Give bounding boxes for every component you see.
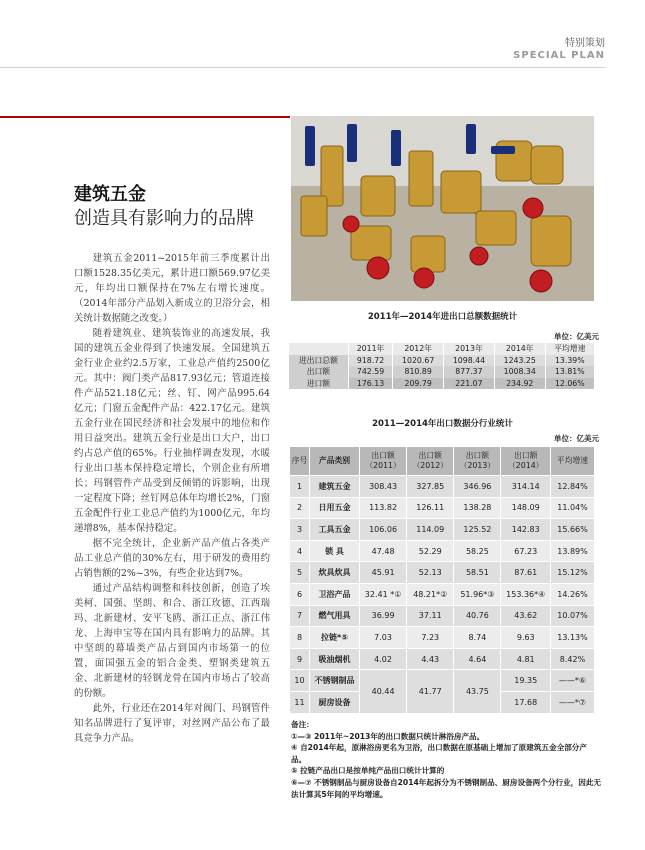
table-header-cell: 出口额（2014） <box>501 447 551 476</box>
table-cell: 346.96 <box>454 476 501 498</box>
section-label-en: SPECIAL PLAN <box>513 50 605 61</box>
export-by-industry-table <box>289 446 595 714</box>
table-cell: 125.52 <box>454 519 501 541</box>
table-cell: 12.84% <box>551 476 595 498</box>
article-subtitle: 创造具有影响力的品牌 <box>74 208 254 229</box>
table-cell: 10 <box>290 670 310 692</box>
table-cell: 106.06 <box>360 519 407 541</box>
table-cell: 87.61 <box>501 562 551 584</box>
table-cell: 10.07% <box>551 605 595 627</box>
table1-title: 2011年—2014年进出口总额数据统计 <box>367 312 518 322</box>
table-row <box>290 540 595 562</box>
table-cell: 7 <box>290 605 310 627</box>
section-label-cn: 特别策划 <box>565 38 605 49</box>
brass-valves-photo <box>291 116 594 301</box>
table-cell: 4 <box>290 540 310 562</box>
table2-unit: 单位：亿美元 <box>554 434 599 443</box>
note-item: ①—③ 2011年~2013年的出口数据只统计淋浴房产品。 <box>291 731 485 741</box>
table-row <box>290 519 595 541</box>
table-cell: 4.81 <box>501 648 551 670</box>
table-cell: 13.89% <box>551 540 595 562</box>
body-paragraph: 随着建筑业、建筑装饰业的高速发展，我国的建筑五金业得到了快速发展。全国建筑五金行业企业约2.5万家，工业总产值约2500亿元。其中：阀门类产品817.93亿元；管道连接件产品521.18亿元；丝、钉、网产品995.64亿元；门窗五金配件产品：422.17亿元。建筑五金行业在国民经济和社会发展中的地位和作用日益突出。建筑五金行业是出口大户，出口约占总产值的65%。行业抽样调查发现，水暖行业出口基本保持稳定增长，个别企业有所增长；玛钢管件产品受到反倾销的诉影响，出现一定程度下降；丝钉网总体年均增长2%，门窗五金配件行业工业总产值约为1000亿元，年均递增8%，基本保持稳定。 <box>74 328 270 534</box>
table-cell: 拉链*⑤ <box>310 627 360 649</box>
table-cell: 36.99 <box>360 605 407 627</box>
table-cell: 11.04% <box>551 497 595 519</box>
table2-title: 2011—2014年出口数据分行业统计 <box>372 419 513 429</box>
article-body <box>74 251 270 746</box>
table-cell: 1008.34 <box>494 366 545 378</box>
table-header-cell: 产品类别 <box>310 447 360 476</box>
table-row <box>290 583 595 605</box>
table1-unit: 单位：亿美元 <box>554 332 599 341</box>
table-cell: 114.09 <box>407 519 454 541</box>
table-cell: 877.37 <box>444 366 495 378</box>
table-cell: 176.13 <box>348 378 393 390</box>
table-cell: 209.79 <box>393 378 444 390</box>
table-cell: 不锈钢制品 <box>310 670 360 692</box>
table-cell: 234.92 <box>494 378 545 390</box>
body-paragraph: 建筑五金2011~2015年前三季度累计出口额1528.35亿美元，累计进口额569.97亿美元，年均出口额保持在7%左右增长速度。（2014年部分产品划入新成立的卫浴分会，相关统计数据随之改变。） <box>74 253 270 324</box>
table-cell: 17.68 <box>501 691 551 713</box>
note-item: ⑥—⑦ 不锈钢制品与厨房设备自2014年起拆分为不锈钢制品、厨房设备两个分行业，因此无法计算其5年间的平均增速。 <box>291 777 602 799</box>
note-item: ④ 自2014年起，原淋浴房更名为卫浴，出口数据在原基础上增加了原建筑五金全部分产品。 <box>291 743 587 764</box>
table-header-cell: 平均增速 <box>551 447 595 476</box>
note-item: ⑤ 拉链产品出口是按单纯产品出口统计计算的 <box>291 766 445 776</box>
table-cell: 13.39% <box>545 355 594 367</box>
table-cell: 45.91 <box>360 562 407 584</box>
table-header-cell: 2014年 <box>494 343 545 355</box>
table-cell: 锁 具 <box>310 540 360 562</box>
table-cell: 113.82 <box>360 497 407 519</box>
table-row <box>290 648 595 670</box>
table-row <box>290 627 595 649</box>
table-cell: 67.23 <box>501 540 551 562</box>
table-header-cell: 序号 <box>290 447 310 476</box>
table-cell: 19.35 <box>501 670 551 692</box>
table-cell: 7.23 <box>407 627 454 649</box>
table-cell: ——*⑥ <box>551 670 595 692</box>
body-paragraph: 据不完全统计，企业新产品产值占各类产品工业总产值的30%左右，用于研发的费用约占销售额的2%~3%，有些企业达到7%。 <box>74 538 270 579</box>
table-header-cell: 出口额（2011） <box>360 447 407 476</box>
table-header-cell: 出口额（2012） <box>407 447 454 476</box>
table-cell: 14.26% <box>551 583 595 605</box>
table-cell: 153.36*④ <box>501 583 551 605</box>
table-cell: 15.66% <box>551 519 595 541</box>
table-notes <box>291 719 601 800</box>
table-cell: 1 <box>290 476 310 498</box>
table-cell: 40.44 <box>360 670 407 713</box>
table-cell: 58.25 <box>454 540 501 562</box>
table-cell: 工具五金 <box>310 519 360 541</box>
table-cell: 314.14 <box>501 476 551 498</box>
table-cell: 148.09 <box>501 497 551 519</box>
table-cell: 126.11 <box>407 497 454 519</box>
notes-heading: 备注： <box>291 720 314 729</box>
table-header-cell: 平均增速 <box>545 343 594 355</box>
table-cell: 9 <box>290 648 310 670</box>
table-cell: 1098.44 <box>444 355 495 367</box>
table-row <box>289 366 595 378</box>
table-cell: 建筑五金 <box>310 476 360 498</box>
table-cell: 52.13 <box>407 562 454 584</box>
table-cell: 51.96*③ <box>454 583 501 605</box>
table-cell: 221.07 <box>444 378 495 390</box>
table-header-cell: 2013年 <box>444 343 495 355</box>
table-cell: 138.28 <box>454 497 501 519</box>
table-cell: 日用五金 <box>310 497 360 519</box>
table-row <box>290 497 595 519</box>
table-header-row <box>290 447 595 476</box>
table-cell: 5 <box>290 562 310 584</box>
table-cell: 13.81% <box>545 366 594 378</box>
table-cell: 3 <box>290 519 310 541</box>
table-cell: 出口额 <box>289 366 348 378</box>
article-title: 建筑五金 <box>74 184 146 205</box>
table-row <box>290 605 595 627</box>
table-cell: 进出口总额 <box>289 355 348 367</box>
table-cell: 32.41 *① <box>360 583 407 605</box>
table-header-row <box>289 343 595 355</box>
header-divider <box>0 67 605 68</box>
table-cell: 8.74 <box>454 627 501 649</box>
table-cell: 58.51 <box>454 562 501 584</box>
table-cell: 4.43 <box>407 648 454 670</box>
table-cell: 308.43 <box>360 476 407 498</box>
table-cell: 7.03 <box>360 627 407 649</box>
table-cell: 47.48 <box>360 540 407 562</box>
table-cell: 卫浴产品 <box>310 583 360 605</box>
table-cell: 9.63 <box>501 627 551 649</box>
table-cell: 炊具炊具 <box>310 562 360 584</box>
table-cell: 吸油烟机 <box>310 648 360 670</box>
table-cell: 142.83 <box>501 519 551 541</box>
table-cell: 6 <box>290 583 310 605</box>
table-row <box>290 670 595 692</box>
table-row <box>290 476 595 498</box>
table-header-cell: 2012年 <box>393 343 444 355</box>
table-cell: 8.42% <box>551 648 595 670</box>
table-row <box>289 355 595 367</box>
table-cell: 41.77 <box>407 670 454 713</box>
table-cell: 4.64 <box>454 648 501 670</box>
table-header-cell <box>289 343 348 355</box>
table-cell: 8 <box>290 627 310 649</box>
table-cell: 2 <box>290 497 310 519</box>
table-cell: 43.75 <box>454 670 501 713</box>
table-cell: 厨房设备 <box>310 691 360 713</box>
body-paragraph: 此外，行业还在2014年对阀门、玛钢管件知名品牌进行了复评审，对丝网产品公布了最具竞争力产品。 <box>74 703 270 744</box>
table-cell: 37.11 <box>407 605 454 627</box>
table-header-cell: 出口额（2013） <box>454 447 501 476</box>
title-accent-rule <box>0 116 290 118</box>
table-cell: 4.02 <box>360 648 407 670</box>
table-cell: 327.85 <box>407 476 454 498</box>
table-cell: 52.29 <box>407 540 454 562</box>
table-cell: 48.21*② <box>407 583 454 605</box>
table-cell: 11 <box>290 691 310 713</box>
table-cell: 43.62 <box>501 605 551 627</box>
table-cell: 进口额 <box>289 378 348 390</box>
body-paragraph: 通过产品结构调整和科技创新，创造了埃美柯、国强、坚朗、和合、浙江玫德、江西瑞玛、北新建材、安平飞鸥、浙江正点、浙江伟龙、上海申宝等在国内具有影响力的品牌。其中坚朗的幕墙类产品占到国内市场第一的位置，面国强五金的铝合金类、塑钢类建筑五金、北新建材的轻钢龙骨在国内市场占了较高的份额。 <box>74 583 270 699</box>
table-cell: 918.72 <box>348 355 393 367</box>
table-cell: 1243.25 <box>494 355 545 367</box>
table-row <box>290 562 595 584</box>
table-cell: 15.12% <box>551 562 595 584</box>
table-cell: 13.13% <box>551 627 595 649</box>
table-cell: 12.06% <box>545 378 594 390</box>
table-cell: 742.59 <box>348 366 393 378</box>
table-cell: ——*⑦ <box>551 691 595 713</box>
table-cell: 40.76 <box>454 605 501 627</box>
table-cell: 燃气用具 <box>310 605 360 627</box>
import-export-table <box>289 343 595 389</box>
table-header-cell: 2011年 <box>348 343 393 355</box>
table-cell: 810.89 <box>393 366 444 378</box>
table-cell: 1020.67 <box>393 355 444 367</box>
table-row <box>289 378 595 390</box>
